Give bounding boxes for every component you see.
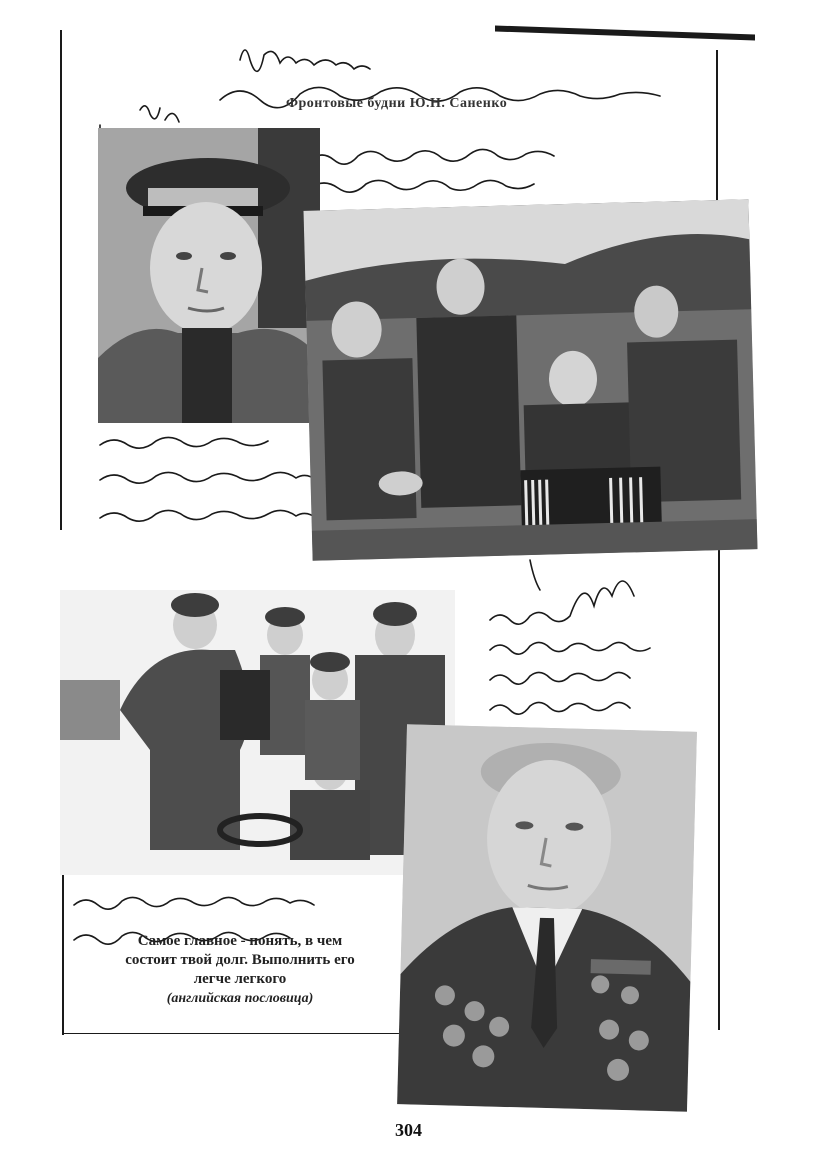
photo-veteran-portrait — [397, 724, 697, 1111]
handwritten-manuscript-middle — [470, 550, 730, 730]
proverb-line-3: легче легкого — [193, 971, 287, 987]
photo-soldier-portrait — [98, 128, 320, 423]
proverb-line-1: Самое главное - понять, в чем — [137, 933, 343, 949]
photo-soldiers-accordion — [303, 199, 757, 561]
proverb-quote — [60, 932, 420, 1008]
page-number: 304 — [395, 1120, 422, 1140]
proverb-line-2: состоит твой долг. Выполнить его — [125, 952, 355, 968]
photo-gun-crew — [60, 590, 455, 875]
header-caption: Фронтовые будни Ю.Н. Саненко — [286, 96, 508, 111]
proverb-source: (английская пословица) — [166, 991, 314, 1006]
frame-line-bottom — [62, 1033, 422, 1034]
